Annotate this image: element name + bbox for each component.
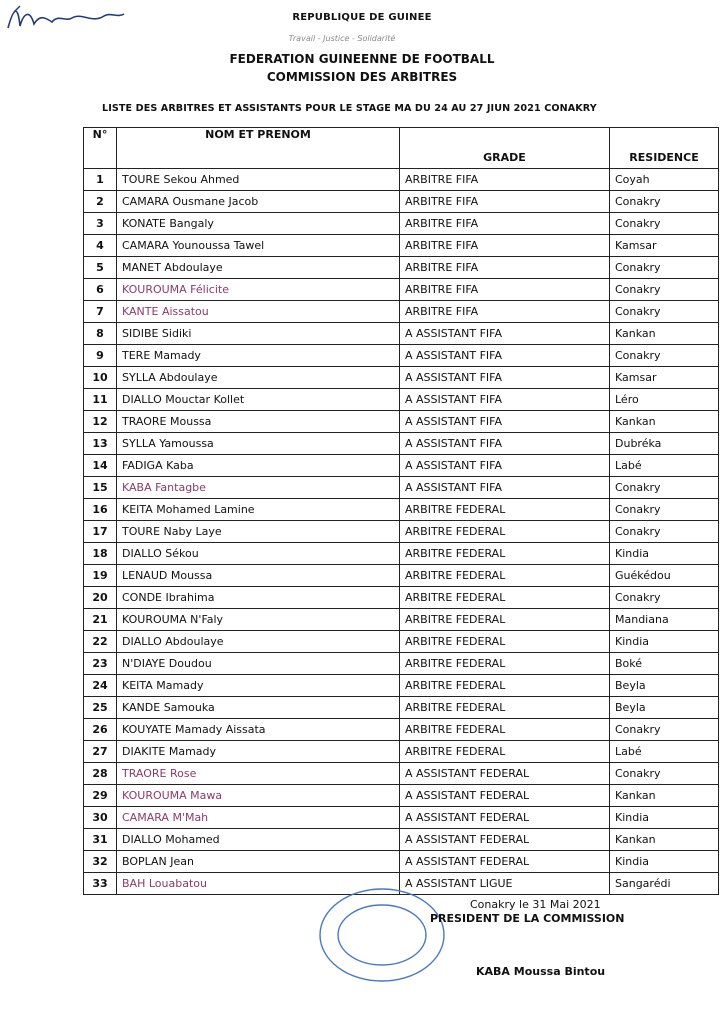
table-row [84,829,719,851]
row-number: 24 [84,675,117,697]
row-residence: Conakry [610,301,719,323]
row-residence: Labé [610,741,719,763]
table-body [84,169,719,895]
table-row [84,609,719,631]
row-number: 32 [84,851,117,873]
row-grade: ARBITRE FEDERAL [400,609,610,631]
commission-title: COMMISSION DES ARBITRES [266,70,458,84]
table-row [84,499,719,521]
row-residence: Kankan [610,411,719,433]
row-grade: A ASSISTANT FIFA [400,433,610,455]
row-grade: ARBITRE FIFA [400,257,610,279]
row-name: TRAORE Moussa [117,411,400,433]
row-grade: A ASSISTANT FIFA [400,411,610,433]
row-grade: A ASSISTANT FEDERAL [400,807,610,829]
motto: Travail - Justice - Solidarité [288,34,396,43]
row-number: 16 [84,499,117,521]
row-grade: ARBITRE FIFA [400,213,610,235]
row-name: N'DIAYE Doudou [117,653,400,675]
row-name: KOUROUMA N'Faly [117,609,400,631]
signatory-role: PRESIDENT DE LA COMMISSION [430,912,625,925]
republic-header: REPUBLIQUE DE GUINEE [292,12,432,23]
table-row [84,433,719,455]
row-grade: A ASSISTANT FIFA [400,345,610,367]
row-residence: Conakry [610,521,719,543]
row-residence: Kankan [610,785,719,807]
row-name: CONDE Ibrahima [117,587,400,609]
row-number: 9 [84,345,117,367]
row-name: KEITA Mamady [117,675,400,697]
row-residence: Conakry [610,719,719,741]
row-residence: Kindia [610,543,719,565]
row-name: KOUYATE Mamady Aissata [117,719,400,741]
row-name: KABA Fantagbe [117,477,400,499]
row-number: 18 [84,543,117,565]
col-header-name: NOM ET PRENOM [117,128,400,169]
row-name: TOURE Naby Laye [117,521,400,543]
row-name: KANTE Aissatou [117,301,400,323]
table-row [84,785,719,807]
row-number: 17 [84,521,117,543]
row-number: 3 [84,213,117,235]
row-grade: ARBITRE FIFA [400,191,610,213]
row-name: KOUROUMA Mawa [117,785,400,807]
row-name: TERE Mamady [117,345,400,367]
row-number: 19 [84,565,117,587]
row-residence: Guékédou [610,565,719,587]
row-residence: Dubréka [610,433,719,455]
row-name: KOUROUMA Félicite [117,279,400,301]
col-header-grade: GRADE [400,128,610,169]
row-residence: Kindia [610,807,719,829]
row-residence: Conakry [610,587,719,609]
row-number: 11 [84,389,117,411]
row-grade: A ASSISTANT FIFA [400,455,610,477]
table-row [84,543,719,565]
table-row [84,653,719,675]
row-number: 14 [84,455,117,477]
row-residence: Conakry [610,345,719,367]
row-number: 23 [84,653,117,675]
row-number: 30 [84,807,117,829]
row-grade: ARBITRE FIFA [400,301,610,323]
table-row [84,411,719,433]
row-residence: Kankan [610,829,719,851]
table-row [84,169,719,191]
table-row [84,235,719,257]
row-number: 33 [84,873,117,895]
row-number: 26 [84,719,117,741]
row-residence: Mandiana [610,609,719,631]
row-name: SYLLA Yamoussa [117,433,400,455]
row-name: DIAKITE Mamady [117,741,400,763]
row-number: 8 [84,323,117,345]
row-grade: ARBITRE FEDERAL [400,697,610,719]
row-name: BOPLAN Jean [117,851,400,873]
row-number: 31 [84,829,117,851]
table-row [84,565,719,587]
row-residence: Conakry [610,477,719,499]
row-grade: ARBITRE FIFA [400,279,610,301]
row-residence: Léro [610,389,719,411]
row-name: KANDE Samouka [117,697,400,719]
row-number: 2 [84,191,117,213]
row-name: MANET Abdoulaye [117,257,400,279]
table-row [84,323,719,345]
table-row [84,213,719,235]
row-residence: Boké [610,653,719,675]
row-residence: Beyla [610,675,719,697]
row-residence: Kindia [610,851,719,873]
row-name: DIALLO Mohamed [117,829,400,851]
signatory-name: KABA Moussa Bintou [476,965,606,978]
row-name: SIDIBE Sidiki [117,323,400,345]
row-grade: ARBITRE FEDERAL [400,631,610,653]
row-name: KONATE Bangaly [117,213,400,235]
table-header-row [84,128,719,169]
table-row [84,697,719,719]
row-grade: ARBITRE FEDERAL [400,741,610,763]
row-number: 29 [84,785,117,807]
row-grade: ARBITRE FEDERAL [400,675,610,697]
row-name: DIALLO Mouctar Kollet [117,389,400,411]
row-number: 22 [84,631,117,653]
row-residence: Conakry [610,213,719,235]
row-name: DIALLO Sékou [117,543,400,565]
place-date: Conakry le 31 Mai 2021 [470,898,601,911]
table-row [84,675,719,697]
row-residence: Conakry [610,191,719,213]
list-title: LISTE DES ARBITRES ET ASSISTANTS POUR LE STAGE MA DU 24 AU 27 JIUN 2021 CONAKRY [102,103,597,114]
row-number: 27 [84,741,117,763]
row-number: 5 [84,257,117,279]
row-number: 4 [84,235,117,257]
row-number: 10 [84,367,117,389]
row-name: CAMARA M'Mah [117,807,400,829]
row-name: CAMARA Ousmane Jacob [117,191,400,213]
row-residence: Conakry [610,499,719,521]
row-number: 25 [84,697,117,719]
row-number: 7 [84,301,117,323]
table-row [84,301,719,323]
row-residence: Sangarédi [610,873,719,895]
table-row [84,191,719,213]
table-row [84,521,719,543]
table-row [84,851,719,873]
row-grade: ARBITRE FEDERAL [400,587,610,609]
row-grade: ARBITRE FEDERAL [400,499,610,521]
table-row [84,455,719,477]
row-name: DIALLO Abdoulaye [117,631,400,653]
row-number: 1 [84,169,117,191]
row-grade: A ASSISTANT FIFA [400,367,610,389]
row-grade: A ASSISTANT FEDERAL [400,785,610,807]
row-grade: ARBITRE FEDERAL [400,521,610,543]
row-grade: ARBITRE FEDERAL [400,653,610,675]
row-name: TOURE Sekou Ahmed [117,169,400,191]
row-number: 6 [84,279,117,301]
col-header-residence: RESIDENCE [610,128,719,169]
row-name: KEITA Mohamed Lamine [117,499,400,521]
table-row [84,279,719,301]
row-residence: Kindia [610,631,719,653]
row-name: LENAUD Moussa [117,565,400,587]
table-row [84,631,719,653]
row-residence: Coyah [610,169,719,191]
row-residence: Kamsar [610,367,719,389]
row-name: TRAORE Rose [117,763,400,785]
row-residence: Conakry [610,763,719,785]
row-residence: Conakry [610,257,719,279]
row-grade: ARBITRE FIFA [400,235,610,257]
row-grade: A ASSISTANT FEDERAL [400,829,610,851]
commission-stamp [310,880,460,990]
row-grade: ARBITRE FEDERAL [400,719,610,741]
row-grade: A ASSISTANT FIFA [400,477,610,499]
federation-title: FEDERATION GUINEENNE DE FOOTBALL [229,52,495,66]
table-row [84,741,719,763]
row-residence: Beyla [610,697,719,719]
row-residence: Kankan [610,323,719,345]
row-number: 12 [84,411,117,433]
row-grade: A ASSISTANT FIFA [400,323,610,345]
table-row [84,389,719,411]
table-row [84,719,719,741]
referees-table [83,127,719,895]
row-name: CAMARA Younoussa Tawel [117,235,400,257]
row-grade: A ASSISTANT FEDERAL [400,851,610,873]
row-number: 28 [84,763,117,785]
table-row [84,587,719,609]
row-number: 20 [84,587,117,609]
row-grade: A ASSISTANT FIFA [400,389,610,411]
table-row [84,763,719,785]
row-name: SYLLA Abdoulaye [117,367,400,389]
row-grade: A ASSISTANT LIGUE [400,873,610,895]
col-header-number: N° [84,128,117,169]
row-residence: Conakry [610,279,719,301]
table-row [84,807,719,829]
row-number: 13 [84,433,117,455]
row-grade: A ASSISTANT FEDERAL [400,763,610,785]
row-name: BAH Louabatou [117,873,400,895]
table-row [84,367,719,389]
row-grade: ARBITRE FEDERAL [400,565,610,587]
row-number: 15 [84,477,117,499]
row-grade: ARBITRE FIFA [400,169,610,191]
row-number: 21 [84,609,117,631]
row-grade: ARBITRE FEDERAL [400,543,610,565]
table-row [84,257,719,279]
row-name: FADIGA Kaba [117,455,400,477]
row-residence: Kamsar [610,235,719,257]
table-row [84,345,719,367]
table-row [84,477,719,499]
row-residence: Labé [610,455,719,477]
